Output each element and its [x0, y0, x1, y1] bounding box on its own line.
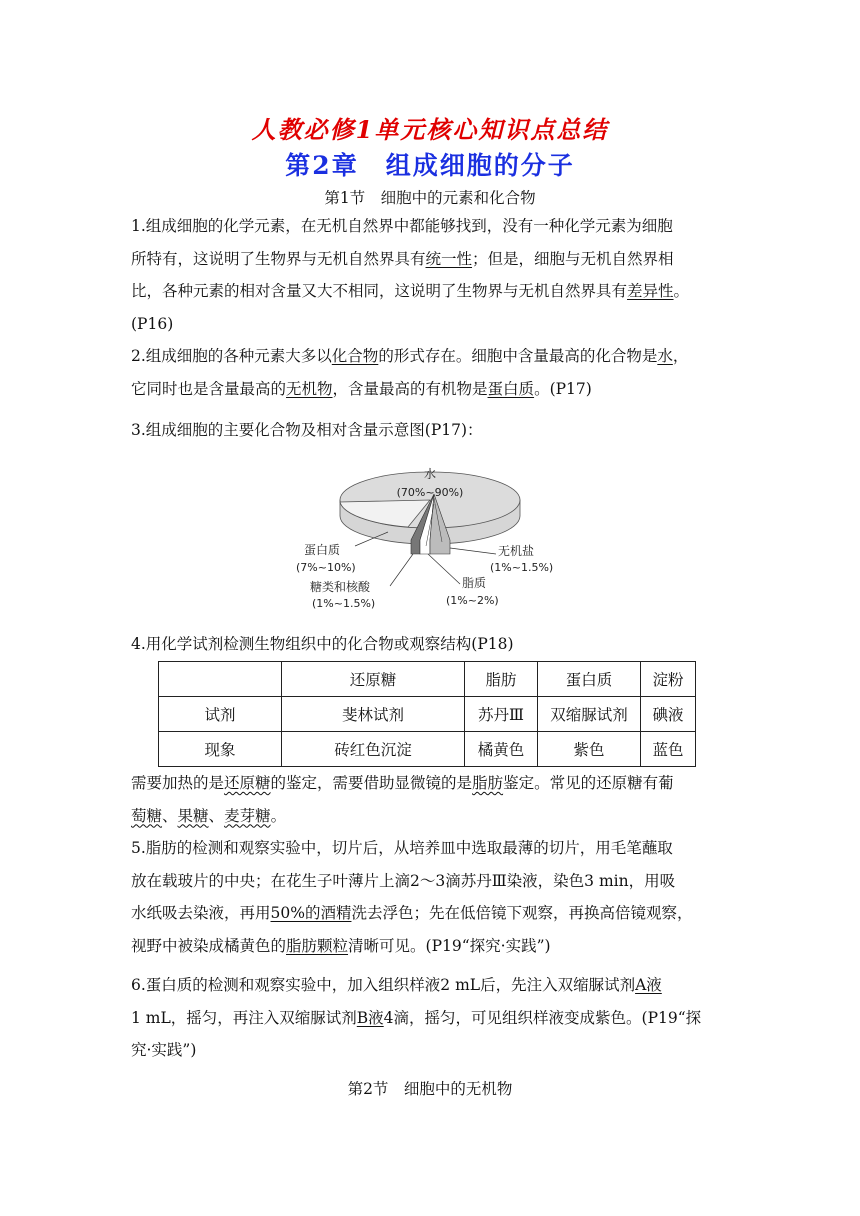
- paragraph-1-line-1: 1.组成细胞的化学元素，在无机自然界中都能够找到，没有一种化学元素为细胞: [131, 217, 673, 235]
- paragraph-3: [131, 414, 733, 447]
- text-run: 它同时也是含量最高的: [131, 379, 287, 398]
- paragraph-4-line-1: 4.用化学试剂检测生物组织中的化合物或观察结构(P18): [131, 635, 514, 653]
- answer-underlined: B液: [356, 1008, 384, 1027]
- pie-label-fat-range: (1%~2%): [446, 594, 499, 607]
- answer-underlined: 脂肪: [472, 774, 504, 792]
- paragraph-4: [131, 628, 733, 661]
- text-run: 需要加热的是: [131, 774, 225, 792]
- answer-underlined: 蛋白质: [487, 379, 535, 398]
- section-1-heading: 第1节 细胞中的元素和化合物: [324, 189, 536, 207]
- answer-underlined: 还原糖: [224, 774, 271, 792]
- paragraph-4b-line-1: [131, 767, 733, 800]
- table-row: [159, 697, 696, 732]
- paragraph-1-line-2: [131, 243, 733, 276]
- text-run: ；但是，细胞与无机自然界相: [472, 249, 674, 268]
- answer-underlined: 萄糖: [131, 806, 163, 825]
- answer-underlined: 统一性: [425, 249, 473, 268]
- paragraph-6-line-2: [131, 1002, 733, 1035]
- text-run: 。: [270, 806, 287, 825]
- text-run: 清晰可见。(P19“探究·实践”): [348, 936, 551, 955]
- text-run: ，含量最高的有机物是: [332, 379, 488, 398]
- page-reference: (P16): [131, 314, 174, 333]
- text-run: 。(P17): [534, 379, 592, 398]
- table-cell: 苏丹Ⅲ: [465, 697, 538, 732]
- text-run: 的鉴定，需要借助显微镜的是: [270, 774, 473, 792]
- table-cell: 蓝色: [641, 732, 696, 767]
- compound-pie-figure: [290, 454, 570, 614]
- text-run: 比，各种元素的相对含量又大不相同，这说明了生物界与无机自然界具有: [131, 282, 628, 300]
- table-cell: 淀粉: [641, 662, 696, 697]
- table-cell: 橘黄色: [465, 732, 538, 767]
- paragraph-6-line-1: [131, 969, 733, 1002]
- answer-underlined: 麦芽糖: [224, 806, 271, 825]
- paragraph-5-line-3: [131, 897, 733, 930]
- table-cell: [159, 662, 282, 697]
- text-run: 所特有，这说明了生物界与无机自然界具有: [131, 249, 426, 268]
- paragraph-1: [131, 210, 733, 340]
- table-cell: 砖红色沉淀: [282, 732, 465, 767]
- paragraph-2: [131, 340, 733, 405]
- paragraph-2-line-2: [131, 373, 733, 406]
- answer-underlined: 果糖: [177, 806, 209, 825]
- pie-label-protein-range: (7%~10%): [296, 561, 356, 574]
- answer-underlined: 化合物: [331, 347, 379, 365]
- text-run: 的形式存在。细胞中含量最高的化合物是: [378, 347, 658, 365]
- answer-underlined: 50%的酒精: [270, 904, 352, 922]
- paragraph-4b: [131, 767, 733, 832]
- table-cell: 还原糖: [282, 662, 465, 697]
- paragraph-6-line-3: 究·实践”): [131, 1041, 197, 1059]
- paragraph-5-line-1: 5.脂肪的检测和观察实验中，切片后，从培养皿中选取最薄的切片，用毛笔蘸取: [131, 839, 673, 857]
- text-run: 。: [673, 282, 690, 300]
- pie-label-protein: 蛋白质: [304, 543, 341, 557]
- text-run: ，: [672, 347, 689, 365]
- table-cell: 试剂: [159, 697, 282, 732]
- pie-label-fat: 脂质: [462, 576, 487, 590]
- table-cell: 斐林试剂: [282, 697, 465, 732]
- text-run: 、: [208, 806, 225, 825]
- pie-label-sugar-nucleic: 糖类和核酸: [310, 580, 371, 594]
- answer-underlined: 差异性: [627, 282, 674, 300]
- table-cell: 脂肪: [465, 662, 538, 697]
- table-cell: 紫色: [538, 732, 641, 767]
- table-cell: 现象: [159, 732, 282, 767]
- text-run: 1 mL，摇匀，再注入双缩脲试剂: [131, 1008, 357, 1027]
- text-run: 、: [162, 806, 178, 825]
- text-run: 鉴定。常见的还原糖有葡: [503, 774, 674, 792]
- table-header-row: [159, 662, 696, 697]
- table-row: [159, 732, 696, 767]
- pie-label-salt: 无机盐: [498, 544, 535, 558]
- answer-underlined: 脂肪颗粒: [286, 936, 349, 955]
- document-title: 人教必修1单元核心知识点总结: [251, 115, 609, 144]
- paragraph-5-line-2: 放在载玻片的中央；在花生子叶薄片上滴2～3滴苏丹Ⅲ染液，染色3 min，用吸: [131, 871, 676, 890]
- paragraph-6: [131, 969, 733, 1067]
- pie-label-water-range: (70%~90%): [396, 486, 464, 499]
- paragraph-5-line-4: [131, 930, 733, 963]
- text-run: 4滴，摇匀，可见组织样液变成紫色。(P19“探: [383, 1008, 702, 1027]
- answer-underlined: A液: [635, 976, 662, 994]
- paragraph-1-line-3: [131, 275, 733, 308]
- paragraph-3-line-1: 3.组成细胞的主要化合物及相对含量示意图(P17)：: [131, 421, 483, 439]
- text-run: 2.组成细胞的各种元素大多以: [131, 347, 332, 365]
- pie-label-sugar-range: (1%~1.5%): [312, 597, 376, 610]
- chapter-title: 第2章 组成细胞的分子: [285, 151, 575, 180]
- reagent-table: [158, 661, 696, 767]
- text-run: 视野中被染成橘黄色的: [131, 936, 287, 955]
- answer-underlined: 水: [657, 347, 673, 365]
- table-cell: 蛋白质: [538, 662, 641, 697]
- text-run: 水纸吸去染液，再用: [131, 904, 271, 922]
- section-2-heading: 第2节 细胞中的无机物: [347, 1080, 513, 1098]
- paragraph-5: [131, 832, 733, 962]
- table-cell: 双缩脲试剂: [538, 697, 641, 732]
- pie-label-salt-range: (1%~1.5%): [490, 561, 554, 574]
- paragraph-4b-line-2: [131, 800, 733, 833]
- table-cell: 碘液: [641, 697, 696, 732]
- answer-underlined: 无机物: [286, 379, 333, 398]
- text-run: 洗去浮色；先在低倍镜下观察，再换高倍镜观察，: [351, 904, 693, 922]
- pie-label-water: 水: [423, 467, 437, 481]
- paragraph-2-line-1: [131, 340, 733, 373]
- text-run: 6.蛋白质的检测和观察实验中，加入组织样液2 mL后，先注入双缩脲试剂: [131, 976, 636, 994]
